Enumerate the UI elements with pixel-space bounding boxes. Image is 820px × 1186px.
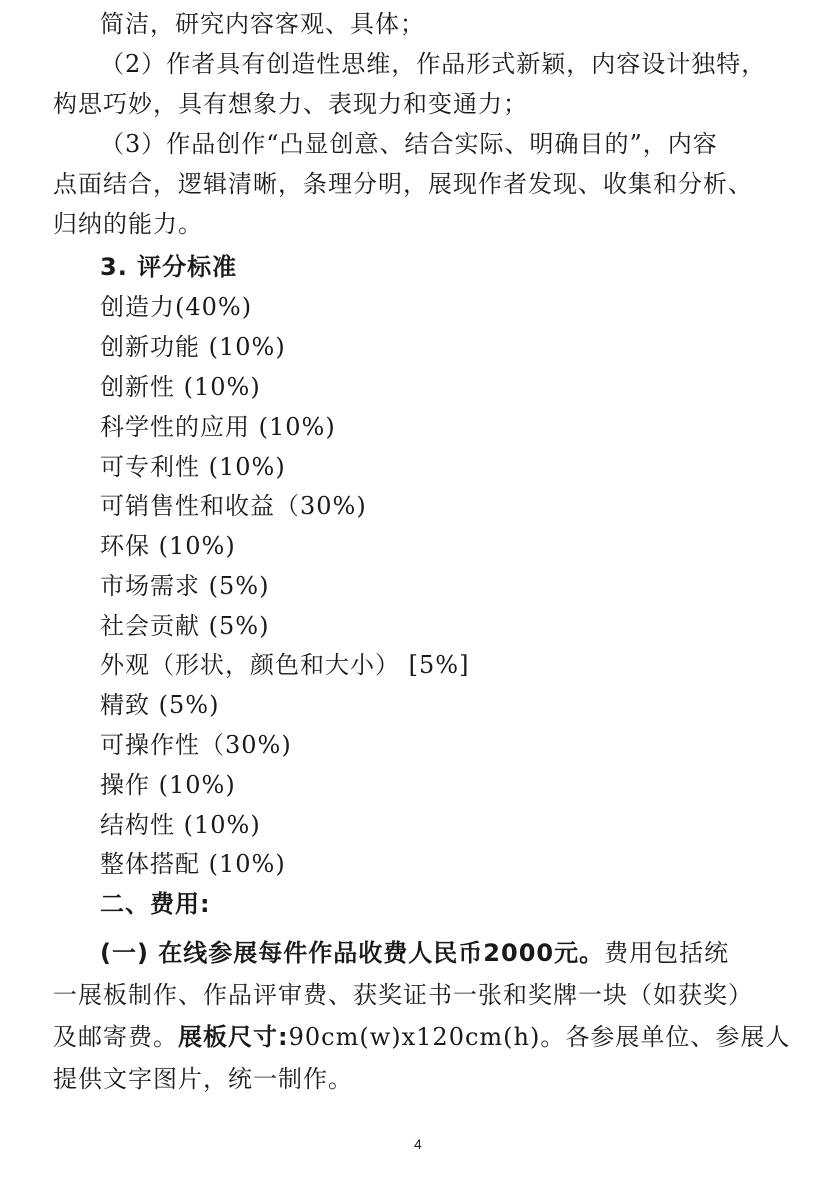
requirement-3-line-2: 点面结合，逻辑清晰，条理分明，展现作者发现、收集和分析、 — [53, 170, 753, 198]
requirement-3-line-3: 归纳的能力。 — [53, 210, 203, 238]
fees-paragraph-line-2: 一展板制作、作品评审费、获奖证书一张和奖牌一块（如获奖） — [53, 981, 753, 1009]
scoring-item: 整体搭配 (10%) — [100, 850, 286, 878]
scoring-item: 科学性的应用 (10%) — [100, 413, 336, 441]
scoring-heading: 3. 评分标准 — [100, 253, 238, 281]
fees-paragraph-line-1 — [100, 941, 729, 965]
fees-text: 费用包括统 — [604, 939, 730, 967]
scoring-item: 可操作性（30%) — [100, 731, 292, 759]
scoring-item: 精致 (5%) — [100, 691, 220, 719]
scoring-item: 可销售性和收益（30%) — [100, 492, 367, 520]
scoring-item: 操作 (10%) — [100, 771, 236, 799]
requirement-2-line-1: （2）作者具有创造性思维，作品形式新颖，内容设计独特， — [100, 50, 767, 78]
fees-board-size-label: 展板尺寸: — [178, 1023, 289, 1051]
requirement-3-line-1: （3）作品创作“凸显创意、结合实际、明确目的”，内容 — [100, 130, 718, 158]
fees-text: 及邮寄费。 — [53, 1023, 178, 1051]
scoring-item: 外观（形状，颜色和大小） [5%] — [100, 651, 470, 679]
scoring-item: 环保 (10%) — [100, 532, 236, 560]
scoring-item: 社会贡献 (5%) — [100, 612, 270, 640]
page-number: 4 — [414, 1136, 423, 1152]
fees-board-size: 90cm(w)x120cm(h)。各参展单位、参展人 — [288, 1023, 791, 1051]
intro-line: 简洁，研究内容客观、具体； — [100, 10, 425, 38]
fees-online-fee: (一) 在线参展每件作品收费人民币2000元。 — [100, 939, 605, 967]
scoring-item: 可专利性 (10%) — [100, 453, 286, 481]
scoring-item: 创新功能 (10%) — [100, 333, 286, 361]
fees-paragraph-line-4: 提供文字图片，统一制作。 — [53, 1065, 353, 1093]
fees-heading: 二、费用: — [100, 890, 211, 918]
requirement-2-line-2: 构思巧妙，具有想象力、表现力和变通力； — [53, 90, 528, 118]
scoring-item: 创新性 (10%) — [100, 373, 261, 401]
scoring-item: 创造力(40%) — [100, 293, 253, 321]
fees-paragraph-line-3 — [53, 1025, 790, 1049]
scoring-item: 结构性 (10%) — [100, 811, 261, 839]
scoring-item: 市场需求 (5%) — [100, 572, 270, 600]
